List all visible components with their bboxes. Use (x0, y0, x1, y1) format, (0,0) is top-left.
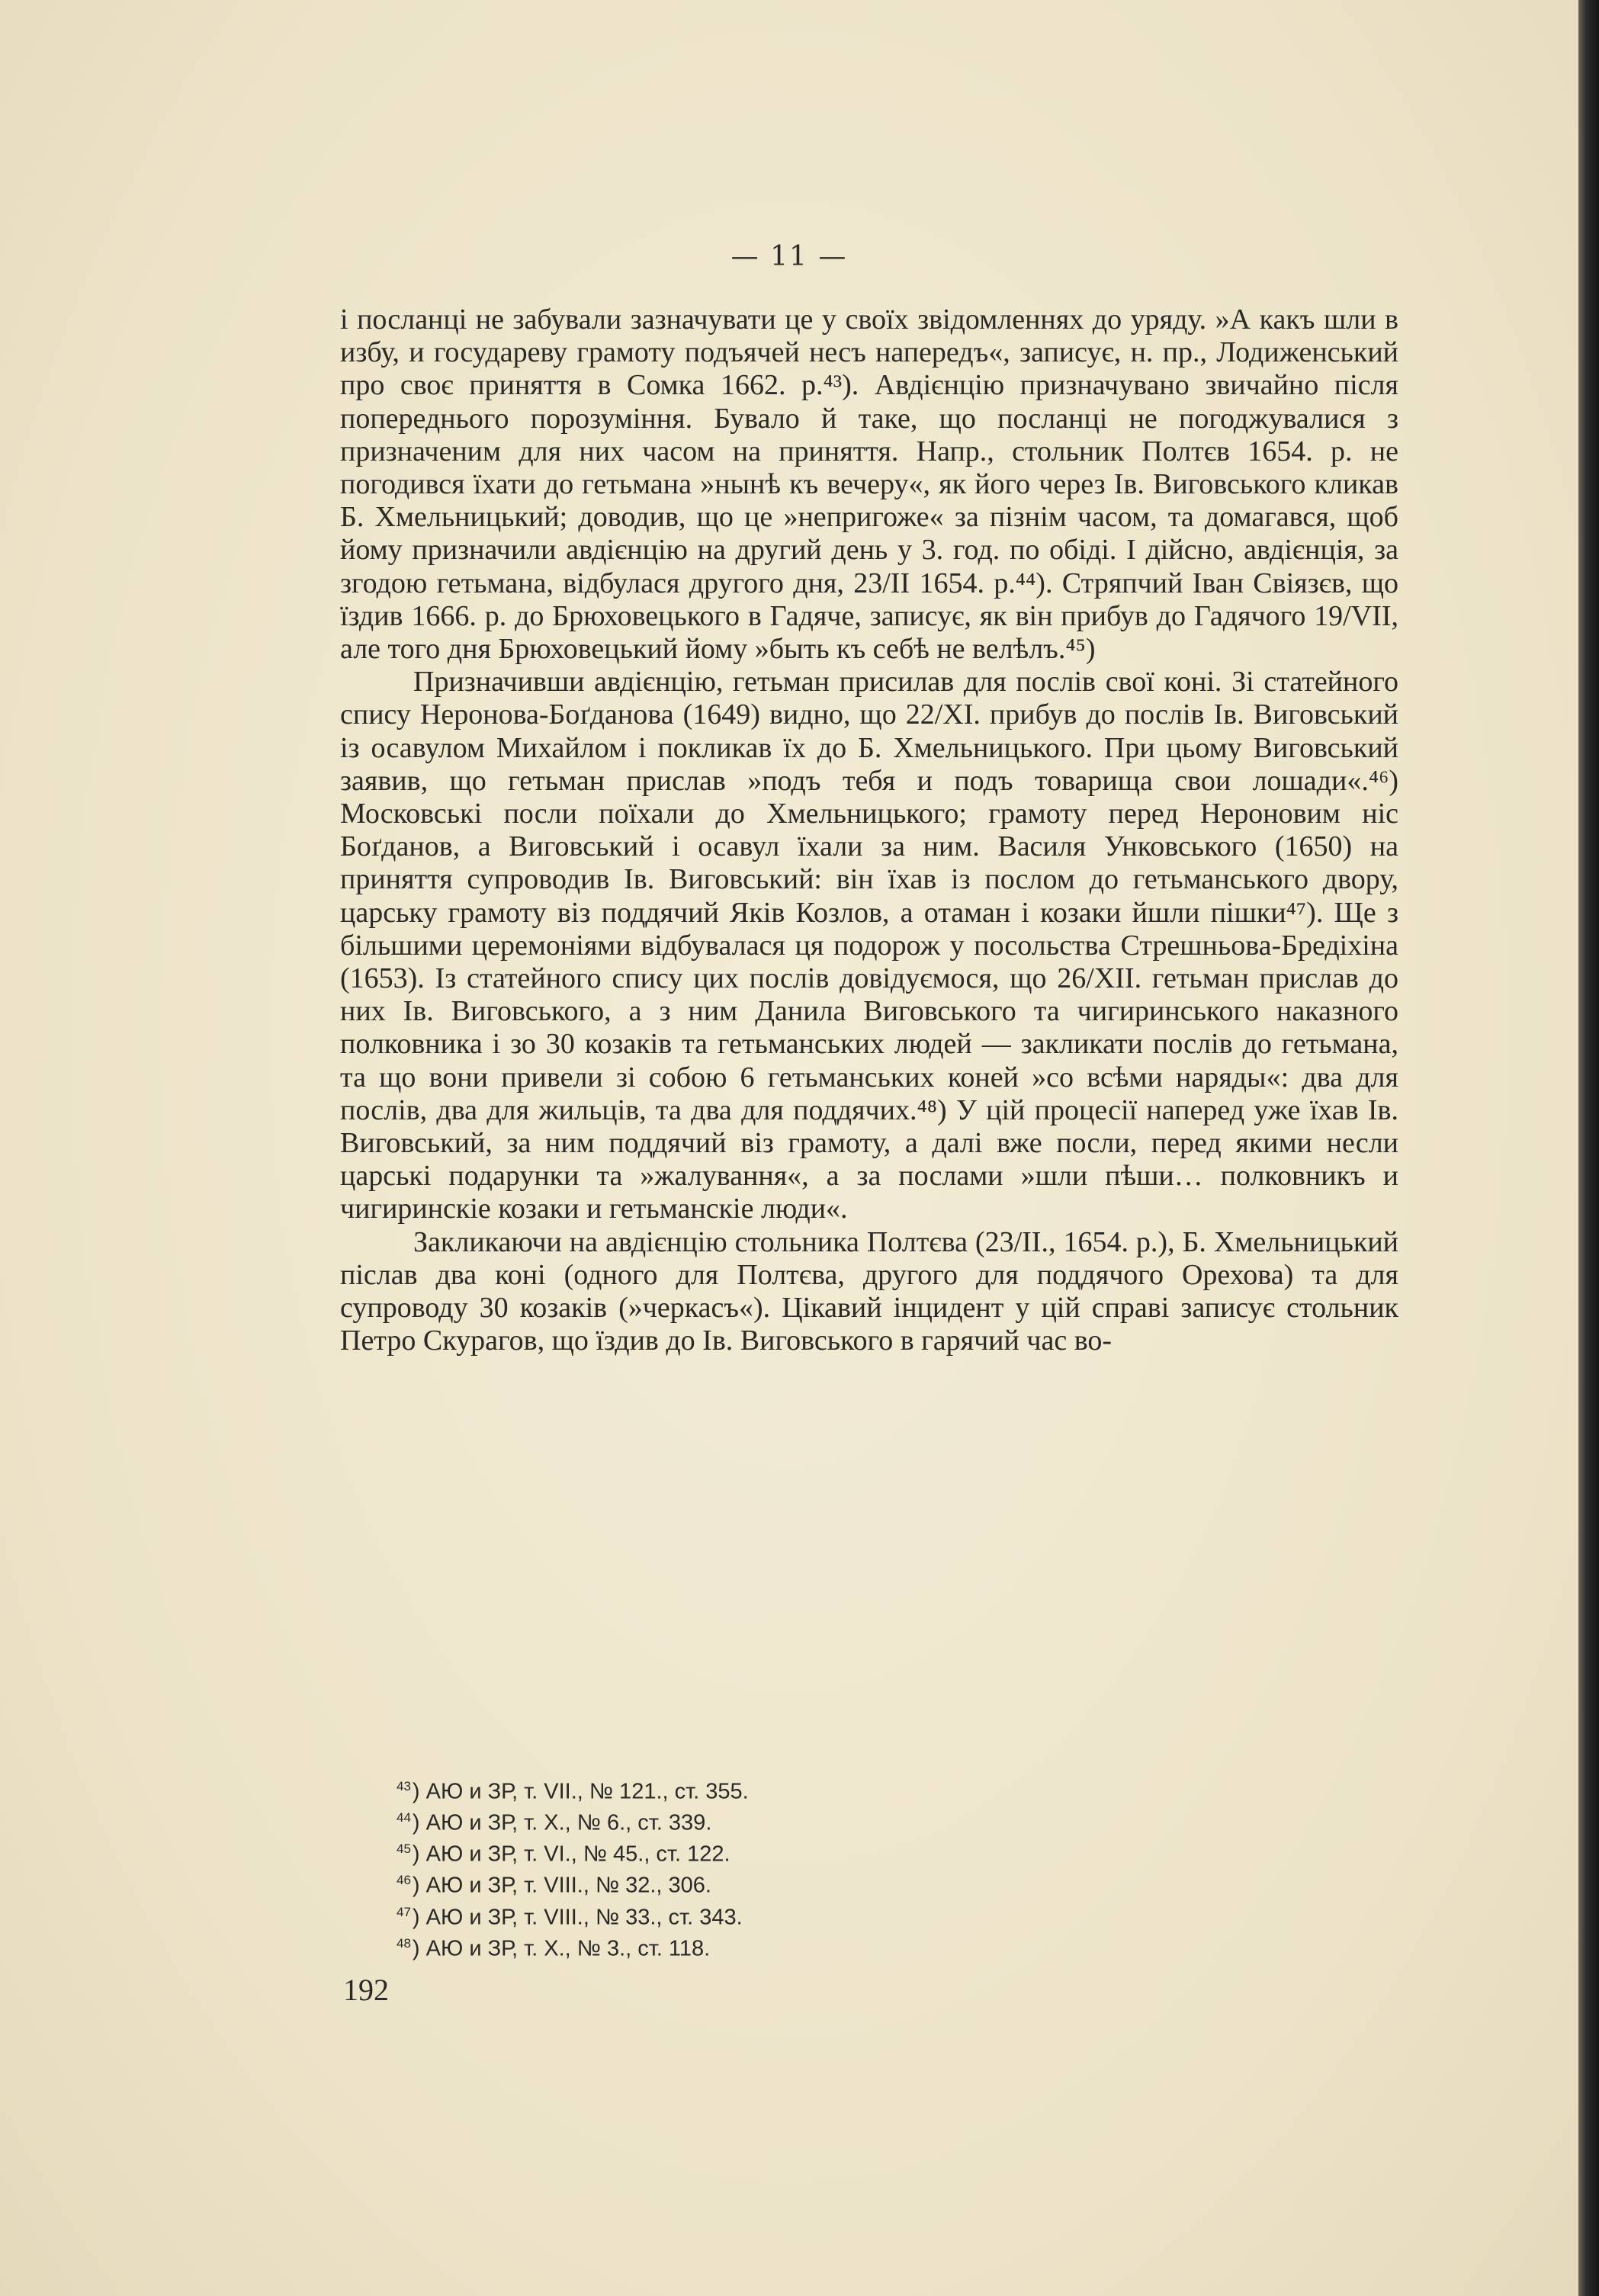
footnote-48 (397, 1931, 1235, 1962)
footnote-text: ) АЮ и ЗР, т. VIII., № 32., 306. (412, 1874, 711, 1899)
footnote-text: ) АЮ и ЗР, т. VIII., № 33., ст. 343. (412, 1905, 743, 1930)
footnote-45 (397, 1836, 1235, 1867)
footnote-number: 48 (397, 1935, 411, 1951)
footnote-43 (397, 1774, 1235, 1805)
footnote-text: ) АЮ и ЗР, т. VI., № 45., ст. 122. (412, 1842, 730, 1867)
page-number: — 11 — (730, 241, 848, 272)
footnotes (397, 1774, 1235, 1962)
footnote-number: 45 (397, 1842, 411, 1857)
page-edge-shadow (1578, 0, 1599, 2296)
paragraph-1: і посланці не забували зазначувати це у своїх звідомленнях до уряду. »А какъ шли в избу, и государеву грамоту подъячей несъ напередъ«, записує, н. пр., Лодиженський про своє приняття в Сомка 1662. р.⁴³). Авдієнцію призначувано звичайно після попереднього порозуміння. Бувало й таке, що посланці не погоджувалися з призначеним для них часом на приняття. Напр., стольник Полтєв 1654. р. не погодився їхати до гетьмана »нынѣ къ вечеру«, як його через Ів. Виговського кликав Б. Хмельницький; доводив, що це »непригоже« за пізнім часом, та домагався, щоб йому призначили авдієнцію на другий день у 3. год. по обіді. І дійсно, авдієнція, за згодою гетьмана, відбулася другого дня, 23/II 1654. р.⁴⁴). Стряпчий Іван Свіязєв, що їздив 1666. р. до Брюховецького в Гадяче, записує, як він прибув до Гадячого 19/VII, але того дня Брюховецький йому »быть къ себѣ не велѣлъ.⁴⁵) (340, 303, 1398, 666)
footnote-44 (397, 1805, 1235, 1836)
footnote-number: 44 (397, 1810, 411, 1826)
body-text (340, 303, 1398, 1358)
footnote-text: ) АЮ и ЗР, т. X., № 6., ст. 339. (412, 1810, 712, 1835)
footnote-text: ) АЮ и ЗР, т. VII., № 121., ст. 355. (412, 1779, 749, 1804)
footnote-number: 47 (397, 1904, 411, 1919)
footnote-47 (397, 1899, 1235, 1931)
footnote-number: 46 (397, 1873, 411, 1888)
sheet-number: 192 (343, 1973, 389, 2007)
paragraph-2: Призначивши авдієнцію, гетьман присилав для послів свої коні. Зі статейного спису Неронова-Боґданова (1649) видно, що 22/XI. прибув до послів Ів. Виговський із осавулом Михайлом і покликав їх до Б. Хмельницького. При цьому Виговський заявив, що гетьман прислав »подъ тебя и подъ товарища свои лошади«.⁴⁶) Московські посли поїхали до Хмельницького; грамоту перед Нероновим ніс Боґданов, а Виговський і осавул їхали за ним. Василя Унковського (1650) на приняття супроводив Ів. Виговський: він їхав із послом до гетьманського двору, царську грамоту віз поддячий Яків Козлов, а отаман і козаки йшли пішки⁴⁷). Ще з більшими церемоніями відбувалася ця подорож у посольства Стрешньова-Бредіхіна (1653). Із статейного спису цих послів довідуємося, що 26/XII. гетьман прислав до них Ів. Виговського, а з ним Данила Виговського та чигиринського наказного полковника і зо 30 козаків та гетьманських людей — закликати послів до гетьмана, та що вони привели зі собою 6 гетьманських коней »со всѣми наряды«: два для послів, два для жильців, та два для поддячих.⁴⁸) У цій процесії наперед уже їхав Ів. Виговський, за ним поддячий віз грамоту, а далі вже посли, перед якими несли царські подарунки та »жалування«, а за послами »шли пѣши… полковникъ и чигиринскіе козаки и гетьманскіе люди«. (340, 666, 1398, 1225)
paragraph-3: Закликаючи на авдієнцію стольника Полтєва (23/II., 1654. р.), Б. Хмельницький післав два коні (одного для Полтєва, другого для поддячого Орехова) та для супроводу 30 козаків (»черкасъ«). Цікавий інцидент у цій справі записує стольник Петро Скурагов, що їздив до Ів. Виговського в гарячий час во- (340, 1225, 1398, 1357)
footnote-text: ) АЮ и ЗР, т. X., № 3., ст. 118. (412, 1936, 711, 1961)
footnote-46 (397, 1867, 1235, 1899)
footnote-number: 43 (397, 1779, 411, 1793)
